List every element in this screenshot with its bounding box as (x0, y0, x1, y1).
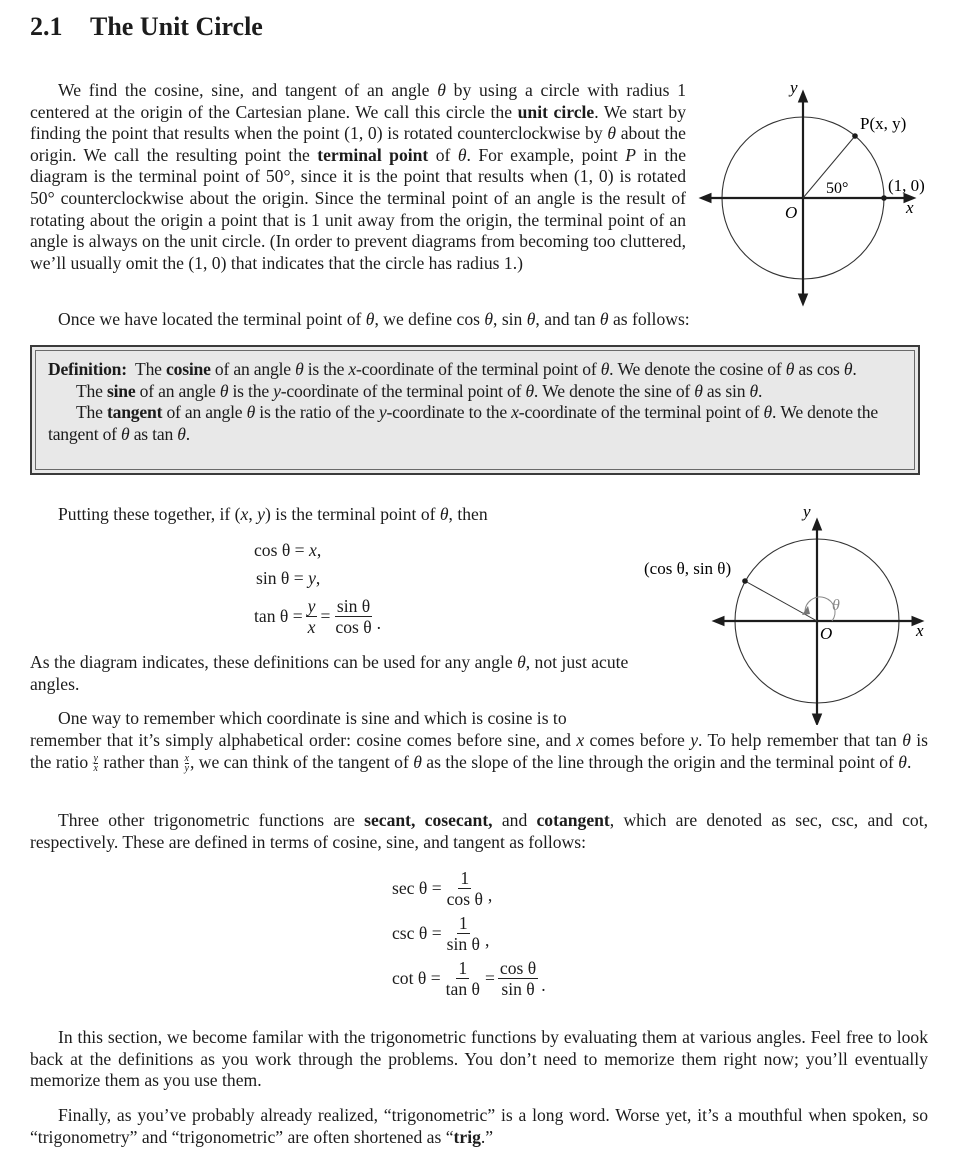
fraction-sin-over-cos: $\frac{\text{sin θ}}{\text{cos θ}}$ (335, 596, 372, 637)
origin-label: O (820, 624, 833, 643)
section-intro-paragraph: In this section, we become familar with the trigonometric functions by evaluating them at various angles. Feel free to look back at the definitions as you work through the problems. You don’t need to memorize them right now; you’ll eventually memorize them as you use them. (30, 1027, 928, 1091)
point-p-label: P(x, y) (860, 114, 907, 133)
unit-point (881, 195, 887, 201)
unit-circle-figure-50deg (695, 72, 960, 307)
equation-sin: sin θ = y, (256, 568, 321, 588)
term-cosecant: cosecant, (424, 810, 493, 830)
equation-cos: cos θ = x, (254, 540, 322, 560)
terminal-point-label: (cos θ, sin θ) (644, 559, 732, 578)
y-axis-label: y (790, 78, 798, 97)
putting-together-text: Putting these together, if (x, y) is the terminal point of θ, then (58, 504, 488, 524)
fraction-y-over-x: $\frac{y}{x}$ (307, 596, 316, 637)
definition-lead-in: Once we have located the terminal point of θ, we define cos θ, sin θ, and tan θ as follows: (58, 309, 690, 329)
remember-paragraph-line1: One way to remember which coordinate is sine and which is cosine is to (58, 708, 567, 728)
angle-label: 50° (826, 180, 849, 197)
term-secant: secant, (364, 810, 416, 830)
section-title: The Unit Circle (90, 12, 263, 41)
y-axis-label: y (803, 502, 811, 521)
remember-paragraph: remember that it’s simply alphabetical order: cosine comes before sine, and x comes before y. To help remember that tan θ is the ratio $\frac{y}{x}$ rather than $\frac{x}{y}$ , we can think of the tangent of θ as the slope of the line through the origin and the terminal point of θ. (30, 730, 928, 775)
unit-point-label: (1, 0) (888, 176, 925, 195)
terminal-point (742, 578, 748, 584)
definition-label: Definition: (48, 359, 127, 379)
definition-sine: The sine of an angle θ is the y-coordinate of the terminal point of θ. We denote the sine of θ as sin θ. (76, 380, 763, 401)
terminal-point (852, 133, 858, 139)
term-trig: trig (453, 1126, 481, 1147)
term-unit-circle: unit circle (517, 101, 595, 122)
fraction-x-over-y-small: $\frac{x}{y}$ (184, 753, 189, 775)
unit-circle-figure-theta (636, 500, 956, 725)
section-heading (30, 10, 263, 44)
other-functions-paragraph: Three other trigonometric functions are secant, cosecant, and cotangent, which are denoted as sec, csc, and cot, respectively. These are defined in terms of cosine, sine, and tangent as follows: (30, 810, 928, 852)
term-terminal-point: terminal point (317, 144, 429, 165)
fraction-y-over-x-small: $\frac{y}{x}$ (93, 753, 98, 775)
definition-cosine: Definition: The cosine of an angle θ is the x-coordinate of the terminal point of θ. We denote the cosine of θ as cos θ. (48, 359, 857, 379)
terminal-ray (745, 581, 817, 621)
equation-sec: sec θ = $\frac{1}{\text{cos θ}}$ , (392, 868, 493, 909)
intro-paragraph: We find the cosine, sine, and tangent of an angle θ by using a circle with radius 1 centered at the origin of the Cartesian plane. We call this circle the unit circle. We start by finding the point that results when the point (1, 0) is rotated counterclockwise by θ about the origin. We call the resulting point the terminal point of θ. For example, point P in the diagram is the terminal point of 50°, since it is the point that results when (1, 0) is rotated 50° counterclockwise about the origin. Since the terminal point of an angle is the result of rotating about the origin a point that is 1 unit away from the origin, the terminal point of an angle is always on the unit circle. (In order to prevent diagrams from becoming too cluttered, we’ll usually omit the (1, 0) that indicates that the circle has radius 1.) (30, 80, 687, 273)
diagram-paragraph: As the diagram indicates, these definitions can be used for any angle θ, not just acute angles. (30, 652, 629, 694)
final-paragraph: Finally, as you’ve probably already realized, “trigonometric” is a long word. Worse yet, it’s a mouthful when spoken, so “trigonometry” and “trigonometric” are often shortened as “trig.” (30, 1105, 928, 1147)
x-axis-label: x (916, 621, 924, 640)
definition-box (30, 345, 920, 475)
origin-label: O (785, 203, 798, 222)
angle-label: θ (832, 597, 840, 614)
definition-tangent: The tangent of an angle θ is the ratio of the y-coordinate to the x-coordinate of the terminal point of θ. We denote the tangent of θ as tan θ. (48, 402, 878, 445)
equation-cot: cot θ = $\frac{1}{\text{tan θ}}$ = $\frac{\text{cos θ}}{\text{sin θ}}$ . (392, 958, 546, 999)
equation-tan: tan θ = $\frac{y}{x}$ = $\frac{\text{sin θ}}{\text{cos θ}}$ . (254, 596, 382, 637)
section-number: 2.1 (30, 12, 63, 41)
x-axis-label: x (906, 198, 914, 217)
term-cotangent: cotangent (536, 810, 610, 830)
equation-csc: csc θ = $\frac{1}{\text{sin θ}}$ , (392, 913, 490, 954)
